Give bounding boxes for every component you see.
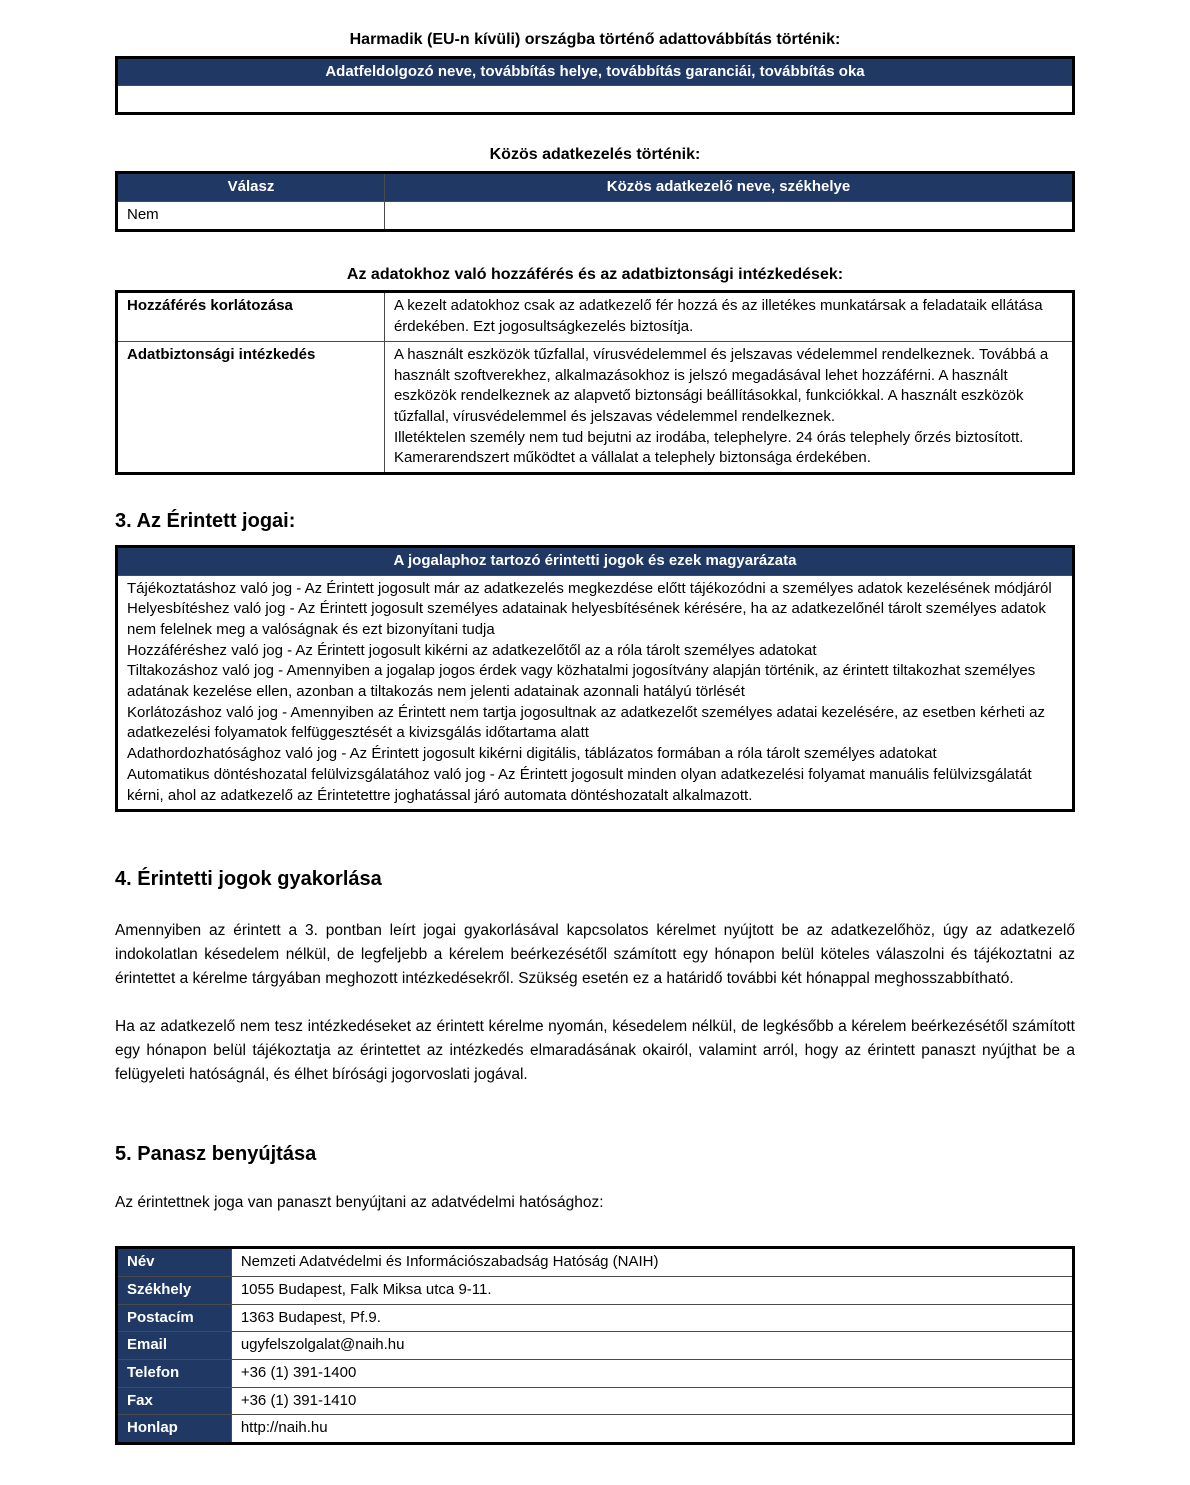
authority-row-name — [117, 1248, 1074, 1277]
authority-row-website — [117, 1415, 1074, 1444]
transfer-table-header: Adatfeldolgozó neve, továbbítás helye, továbbítás garanciái, továbbítás oka — [117, 57, 1074, 86]
transfer-table-empty-cell — [117, 86, 1074, 114]
right-automated-decision-review: Automatikus döntéshozatal felülvizsgálatához való jog - Az Érintett jogosult minden olyan adatkezelési folyamat manuális felülvizsgálatát kérni, ahol az adatkezelő az Érintetettre joghatással járó automata döntéshozatalt alkalmazott. — [127, 765, 1032, 804]
access-restriction-text — [384, 292, 1073, 341]
section3-heading: 3. Az Érintett jogai: — [115, 509, 296, 532]
access-row-security — [117, 341, 1074, 473]
section4-heading: 4. Érintetti jogok gyakorlása — [115, 868, 382, 891]
rights-table — [115, 545, 1075, 812]
access-security-label: Adatbiztonsági intézkedés — [117, 341, 385, 473]
authority-row-address — [117, 1276, 1074, 1304]
access-security-paragraph-1: A használt eszközök tűzfallal, vírusvédelemmel és jelszavas védelemmel rendelkeznek. Továbbá a használt szoftverekhez, alkalmazásokhoz is jelszó megadásával lehet hozzáférni. A használt eszközök rendelkeznek az alapvető biztonsági beállításokkal, funkciókkal. A használt eszközök tűzfallal, vírusvédelemmel és jelszavas védelemmel rendelkeznek. — [393, 345, 1049, 425]
rights-table-header-row — [117, 546, 1074, 575]
authority-row-phone — [117, 1360, 1074, 1388]
access-table — [115, 290, 1075, 475]
authority-postal-value: 1363 Budapest, Pf.9. — [231, 1304, 1073, 1332]
joint-name-cell — [384, 201, 1073, 230]
section5-intro: Az érintettnek joga van panaszt benyújtani az adatvédelmi hatósághoz: — [115, 1194, 604, 1212]
access-row-restriction — [117, 292, 1074, 341]
authority-address-value: 1055 Budapest, Falk Miksa utca 9-11. — [231, 1276, 1073, 1304]
rights-table-body-row — [117, 575, 1074, 811]
authority-phone-value: +36 (1) 391-1400 — [231, 1360, 1073, 1388]
authority-email-label: Email — [117, 1332, 232, 1360]
joint-answer-cell: Nem — [117, 201, 385, 230]
authority-row-fax — [117, 1387, 1074, 1415]
joint-section-title: Közös adatkezelés történik: — [489, 146, 701, 164]
access-security-paragraph-2: Illetéktelen személy nem tud bejutni az irodába, telephelyre. 24 órás telephely őrzés biztosított. Kamerarendszert működtet a vállalat a telephely biztonsága érdekében. — [393, 428, 1024, 467]
authority-name-label: Név — [117, 1248, 232, 1277]
right-objection: Tiltakozáshoz való jog - Amennyiben a jogalap jogos érdek vagy közhatalmi jogosítvány alapján történik, az érintett tiltakozhat személyes adatának kezelése ellen, azonban a tiltakozás nem jelenti adatainak azonnali hatályú törlését — [127, 662, 1036, 701]
joint-table-row — [117, 201, 1074, 230]
transfer-section-title: Harmadik (EU-n kívüli) országba történő adattovábbítás történik: — [349, 31, 841, 48]
authority-table — [115, 1246, 1075, 1445]
authority-website-label: Honlap — [117, 1415, 232, 1444]
rights-list-cell — [117, 575, 1074, 811]
access-restriction-paragraph: A kezelt adatokhoz csak az adatkezelő fér hozzá és az illetékes munkatársak a feladataik ellátása érdekében. Ezt jogosultságkezelés biztosítja. — [393, 297, 1043, 336]
transfer-table-header-row — [117, 57, 1074, 86]
authority-postal-label: Postacím — [117, 1304, 232, 1332]
authority-name-value: Nemzeti Adatvédelmi és Információszabadság Hatóság (NAIH) — [231, 1248, 1073, 1277]
section4-paragraph-2: Ha az adatkezelő nem tesz intézkedéseket az érintett kérelme nyomán, késedelem nélkül, de legkésőbb a kérelem beérkezésétől számított egy hónapon belül tájékoztatja az érintettet az intézkedés elmaradásának okairól, valamint arról, hogy az érintett panaszt nyújthat be a felügyeleti hatóságnál, és élhet bírósági jogorvoslati jogával. — [115, 1018, 1075, 1084]
joint-table-header-row — [117, 173, 1074, 202]
joint-col1-header: Válasz — [117, 173, 385, 202]
right-rectification: Helyesbítéshez való jog - Az Érintett jogosult személyes adatainak helyesbítésének kérésére, ha az adatkezelőnél tárolt személyes adatok nem felelnek meg a valóságnak és ezt bizonyítani tudja — [127, 600, 1046, 639]
section4-paragraph-1: Amennyiben az érintett a 3. pontban leírt jogai gyakorlásával kapcsolatos kérelmet nyújtott be az adatkezelőhöz, úgy az adatkezelő indokolatlan késedelem nélkül, de legfeljebb a kérelem beérkezésétől számított egy hónapon belül köteles válaszolni és tájékoztatni az érintettet a kérelme tárgyában meghozott intézkedésekről. Szükség esetén ez a határidő további két hónappal meghosszabbítható. — [115, 922, 1075, 988]
right-information: Tájékoztatáshoz való jog - Az Érintett jogosult már az adatkezelés megkezdése előtt tájékozódni a személyes adatok kezelésének módjáról — [127, 579, 1052, 597]
right-portability: Adathordozhatósághoz való jog - Az Érintett jogosult kikérni digitális, táblázatos formában a róla tárolt személyes adatokat — [127, 745, 937, 763]
access-section-title: Az adatokhoz való hozzáférés és az adatbiztonsági intézkedések: — [346, 265, 844, 283]
section5-heading: 5. Panasz benyújtása — [115, 1143, 317, 1166]
authority-address-label: Székhely — [117, 1276, 232, 1304]
joint-table — [115, 171, 1075, 231]
access-security-text — [384, 341, 1073, 473]
authority-email-value: ugyfelszolgalat@naih.hu — [231, 1332, 1073, 1360]
access-restriction-label: Hozzáférés korlátozása — [117, 292, 385, 341]
authority-fax-label: Fax — [117, 1387, 232, 1415]
authority-fax-value: +36 (1) 391-1410 — [231, 1387, 1073, 1415]
authority-row-postal — [117, 1304, 1074, 1332]
authority-row-email — [117, 1332, 1074, 1360]
authority-phone-label: Telefon — [117, 1360, 232, 1388]
right-restriction: Korlátozáshoz való jog - Amennyiben az Érintett nem tartja jogosultnak az adatkezelőt személyes adatai kezelésére, az esetben kérheti az adatkezelési folyamatok felfüggesztését a kivizsgálás időtartama alatt — [127, 703, 1046, 742]
rights-table-header: A jogalaphoz tartozó érintetti jogok és ezek magyarázata — [117, 546, 1074, 575]
right-access: Hozzáféréshez való jog - Az Érintett jogosult kikérni az adatkezelőtől az a róla tárolt személyes adatokat — [127, 641, 817, 659]
transfer-table-empty-row — [117, 86, 1074, 114]
transfer-table — [115, 56, 1075, 116]
authority-website-value: http://naih.hu — [231, 1415, 1073, 1444]
joint-col2-header: Közös adatkezelő neve, székhelye — [384, 173, 1073, 202]
